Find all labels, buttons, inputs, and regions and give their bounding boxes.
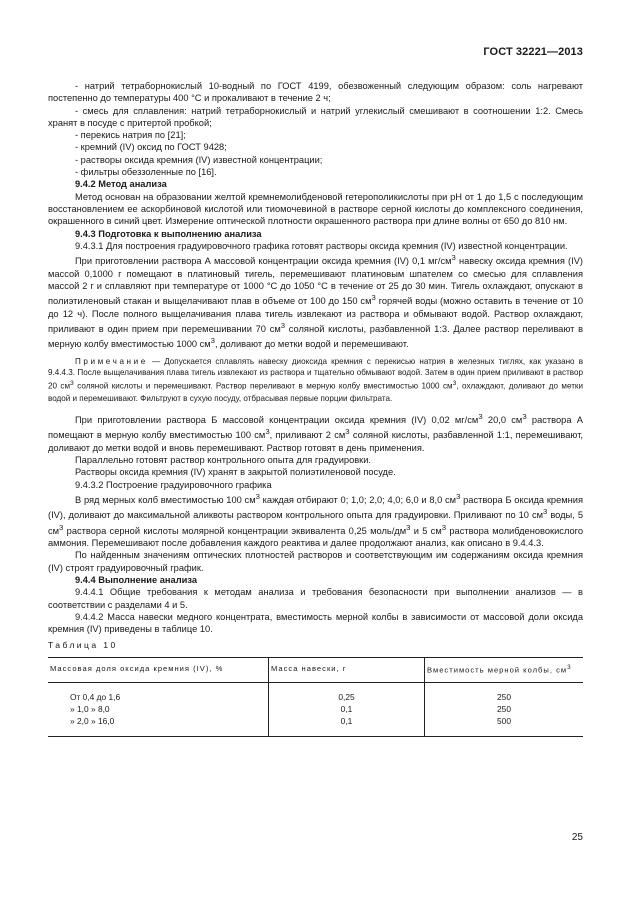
standard-header: ГОСТ 32221—2013 xyxy=(483,46,583,58)
paragraph: В ряд мерных колб вместимостью 100 $см^3$ каждая отбирают 0; 1,0; 2,0; 4,0; 6,0 и 8,0 $см^3$ раствора Б оксида кремния (IV), доливают до максимальной аликвоты раствором контрольного опыта для градуировки. Приливают по 10 $см^3$ воды, 5 $см^3$ раствора серной кислоты молярной концентрации эквивалента 0,25 моль/$дм^3$ и 5 $см^3$ раствора молибденовокислого аммония. Перемешивают после добавления каждого реактива и далее продолжают анализ, как описано в 9.4.4.3. xyxy=(48,491,583,549)
table-cell: От 0,4 до 1,6 xyxy=(70,691,121,702)
column-header: Масса навески, г xyxy=(269,657,425,682)
paragraph: 9.4.3.1 Для построения градуировочного графика готовят растворы оксида кремния (IV) известной концентрации. xyxy=(75,240,568,251)
paragraph: При приготовлении раствора Б массовой концентрации оксида кремния (IV) 0,02 $мг/см^3$ 20,0 $см^3$ раствора А помещают в мерную колбу вместимостью 100 $см^3$, приливают 2 $см^3$ соляной кислоты, разбавленной 1:1, перемешивают, доливают до метки водой и вновь перемешивают. Раствор готовят в день применения. xyxy=(48,411,584,453)
table-cell: 0,1 xyxy=(269,715,425,737)
section-heading: 9.4.3 Подготовка к выполнению анализа xyxy=(75,228,262,239)
paragraph: - натрий тетраборнокислый 10-водный по ГОСТ 4199, обезвоженный следующим образом: соль нагревают постепенно до температуры 400 °С и прокаливают в течение 2 ч; xyxy=(48,81,583,104)
page-number: 25 xyxy=(571,832,583,843)
table-cell: 0,1 xyxy=(269,703,425,715)
paragraph: - перекись натрия по [21]; xyxy=(75,130,186,141)
table-10 xyxy=(48,657,583,737)
table-cell: 250 xyxy=(425,682,584,703)
table-cell: 500 xyxy=(425,715,584,737)
table-cell: 0,25 xyxy=(269,682,425,703)
table-cell: » 1,0 » 8,0 xyxy=(70,703,110,714)
paragraph: - растворы оксида кремния (IV) известной концентрации; xyxy=(75,154,323,165)
paragraph: 9.4.4.2 Масса навески медного концентрата, вместимость мерной колбы в зависимости от массовой доли оксида кремния (IV) приведены в таблице 10. xyxy=(48,611,583,635)
note: Примечание — Допускается сплавлять навеску диоксида кремния с перекисью натрия в железных тиглях, как указано в 9.4.4.3. После выщелачивания плава тигель извлекают из раствора и тщательно обмывают водой. Затем в один прием приливают в раствор 20 $см^3$ соляной кислоты и перемешивают. Раствор переливают в мерную колбу вместимостью 1000 $см^3$, охлаждают, доливают до метки водой и перемешивают. Фильтруют в сухую посуду, отбрасывая первые порции фильтрата. xyxy=(48,356,583,403)
table-row xyxy=(48,703,583,715)
paragraph: - фильтры обеззоленные по [16]. xyxy=(75,167,217,178)
paragraph: 9.4.3.2 Построение градуировочного графика xyxy=(75,479,272,490)
paragraph: Параллельно готовят раствор контрольного опыта для градуировки. xyxy=(75,455,372,465)
paragraph: 9.4.4.1 Общие требования к методам анализа и требования безопасности при выполнении анализов — в соответствии с разделами 4 и 5. xyxy=(48,587,583,610)
table-cell: » 2,0 » 16,0 xyxy=(48,715,269,737)
paragraph: - кремний (IV) оксид по ГОСТ 9428; xyxy=(75,142,227,153)
paragraph: Метод основан на образовании желтой кремнемолибденовой гетерополикислоты при рН от 1 до 1,5 с последующим восстановлением ее аскорбиновой кислотой или тиомочевиной в растворе серной кислоты до комплексного соединения, окрашенного в синий цвет. Измерение оптической плотности окрашенного раствора при длине волны от 650 до 810 нм. xyxy=(48,191,583,227)
column-header: Вместимость мерной колбы, $см^3$ xyxy=(425,657,584,682)
paragraph: По найденным значениям оптических плотностей растворов и соответствующим им содержаниям оксида кремния (IV) строят градуировочный график. xyxy=(48,550,583,573)
table-row xyxy=(48,715,583,737)
table-row xyxy=(48,682,583,703)
paragraph: - смесь для сплавления: натрий тетраборнокислый и натрий углекислый смешивают в соотношении 1:2. Смесь хранят в посуде с притертой пробкой; xyxy=(48,105,583,128)
section-heading: 9.4.4 Выполнение анализа xyxy=(75,574,197,585)
paragraph: Растворы оксида кремния (IV) хранят в закрытой полиэтиленовой посуде. xyxy=(75,467,396,478)
table-caption: Таблица 10 xyxy=(48,640,118,651)
column-header: Массовая доля оксида кремния (IV), % xyxy=(48,657,269,682)
paragraph: При приготовлении раствора А массовой концентрации оксида кремния (IV) 0,1 $мг/см^3$ навеску оксида кремния (IV) массой 0,1000 г помещают в платиновый тигель, перемешивают платиновым шпателем со смесью для сплавления массой 2 г и сплавляют при температуре от 1000 °С до 1050 °С в течение от 25 до 30 мин. Тигель охлаждают, опускают в полиэтиленовый стакан и выщелачивают плав в объеме от 100 до 150 $см^3$ горячей воды (можно оставить в течение от 10 до 12 ч). После полного выщелачивания плава тигель извлекают из раствора и обмывают водой. Раствор охлаждают, приливают в один прием при перемешивании 70 $см^3$ соляной кислоты, разбавленной 1:3. Далее раствор переливают в мерную колбу вместимостью 1000 $см^3$, доливают до метки водой и перемешивают. xyxy=(48,253,584,350)
table-cell: 250 xyxy=(425,703,584,715)
document-body xyxy=(48,80,583,737)
section-heading: 9.4.2 Метод анализа xyxy=(75,179,167,190)
